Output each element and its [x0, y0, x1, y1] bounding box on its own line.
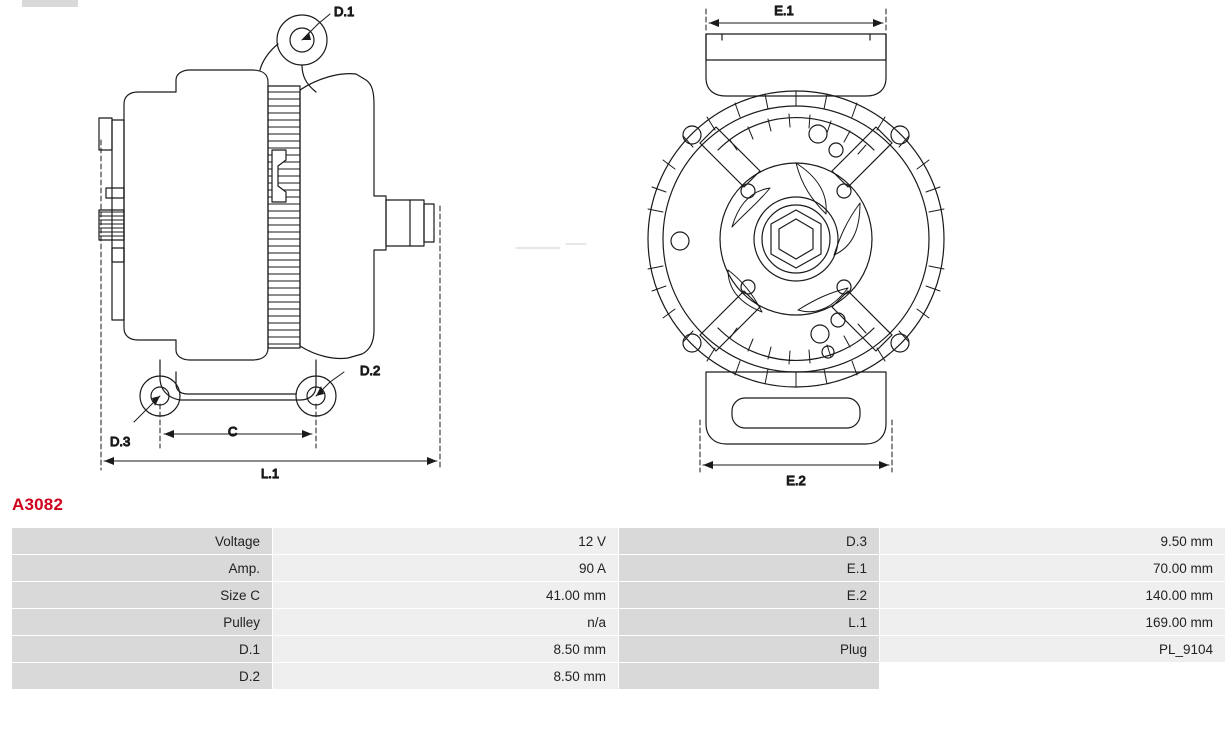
spec-value: 8.50 mm — [273, 663, 619, 690]
part-number: A3082 — [12, 495, 64, 514]
spec-value: 41.00 mm — [273, 582, 619, 609]
spec-value: n/a — [273, 609, 619, 636]
spec-label: D.2 — [12, 663, 273, 690]
label-d1: D.1 — [334, 4, 355, 19]
spec-label: L.1 — [619, 609, 880, 636]
table-row — [12, 528, 1226, 555]
spec-label: E.2 — [619, 582, 880, 609]
spec-value: 12 V — [273, 528, 619, 555]
spec-value: 9.50 mm — [880, 528, 1226, 555]
spec-label-empty — [619, 663, 880, 690]
label-c: C — [228, 424, 238, 439]
table-row — [12, 609, 1226, 636]
label-e1: E.1 — [774, 3, 794, 18]
table-row — [12, 636, 1226, 663]
spec-value: 90 A — [273, 555, 619, 582]
spec-value: 70.00 mm — [880, 555, 1226, 582]
spec-value: 140.00 mm — [880, 582, 1226, 609]
specifications-table — [11, 527, 1213, 690]
spec-value: PL_9104 — [880, 636, 1226, 663]
spec-label: Size C — [12, 582, 273, 609]
table-row — [12, 555, 1226, 582]
spec-label: Amp. — [12, 555, 273, 582]
label-e2: E.2 — [786, 473, 806, 488]
label-d3: D.3 — [110, 434, 131, 449]
spec-label: Plug — [619, 636, 880, 663]
spec-label: Voltage — [12, 528, 273, 555]
spec-value: 8.50 mm — [273, 636, 619, 663]
spec-value: 169.00 mm — [880, 609, 1226, 636]
alternator-side-view — [99, 14, 586, 470]
spec-label: D.1 — [12, 636, 273, 663]
spec-value-empty — [880, 663, 1226, 690]
spec-label: D.3 — [619, 528, 880, 555]
label-d2: D.2 — [360, 363, 381, 378]
alternator-front-view — [648, 8, 944, 472]
spec-label: E.1 — [619, 555, 880, 582]
spec-label: Pulley — [12, 609, 273, 636]
table-row — [12, 663, 1226, 690]
label-l1: L.1 — [261, 466, 280, 481]
table-row — [12, 582, 1226, 609]
